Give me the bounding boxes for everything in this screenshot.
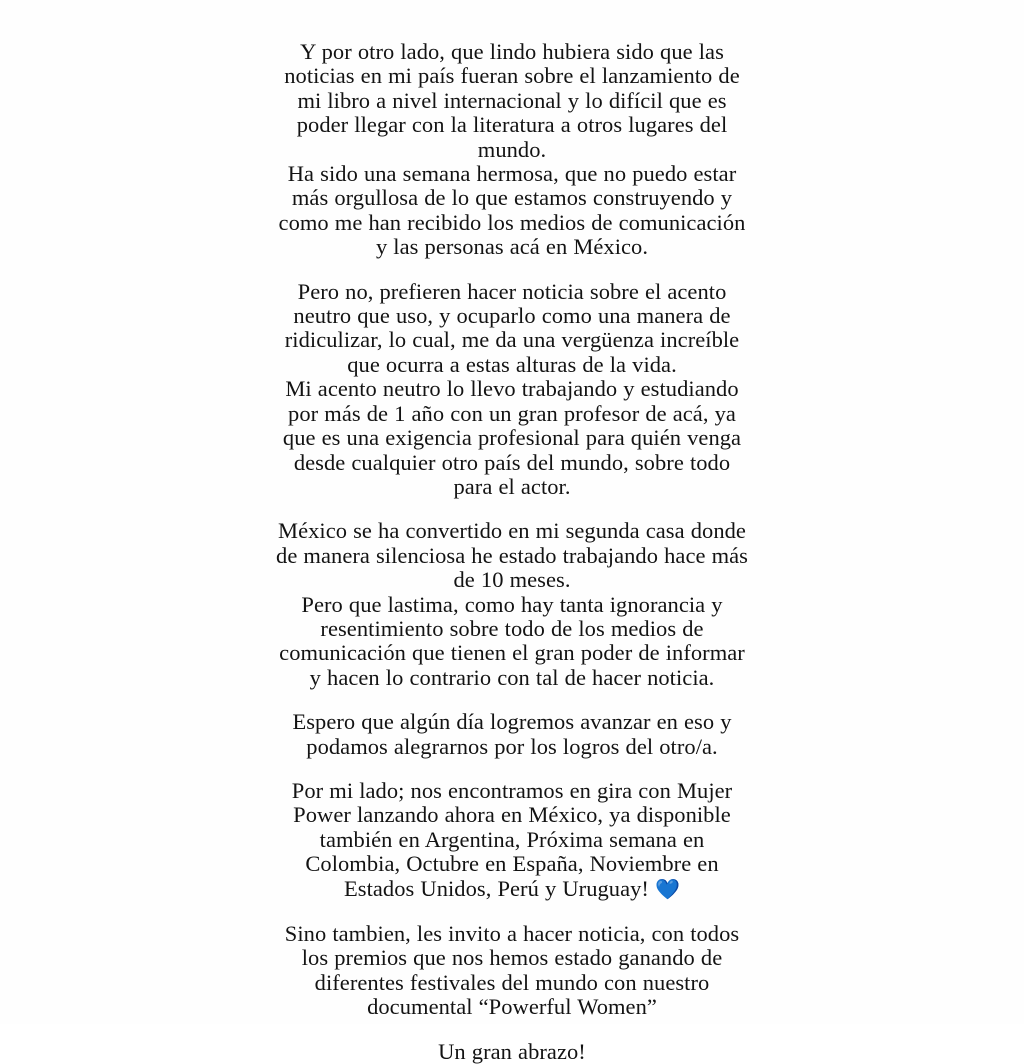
paragraph-6: Pero que lastima, como hay tanta ignorancia y resentimiento sobre todo de los medios de comunicación que tienen el gran poder de informar y hacen lo contrario con tal de hacer noticia. xyxy=(279,591,745,690)
paragraph-5: México se ha convertido en mi segunda casa donde de manera silenciosa he estado trabajando hace más de 10 meses. xyxy=(276,518,748,593)
paragraph-spacer xyxy=(275,902,749,922)
paragraph-9: Sino tambien, les invito a hacer noticia, con todos los premios que nos hemos estado ganando de diferentes festivales del mundo con nuestro documental “Powerful Women” xyxy=(284,921,740,1020)
paragraph-8-text: Por mi lado; nos encontramos en gira con Mujer Power lanzando ahora en México, ya disponible también en Argentina, Próxima semana en Colombia, Octubre en España, Noviembre en Estados Unidos, Perú y Uruguay! xyxy=(291,777,733,901)
paragraph-8 xyxy=(275,779,749,902)
paragraph-10: Un gran abrazo! xyxy=(438,1038,586,1064)
paragraph-3: Pero no, prefieren hacer noticia sobre el acento neutro que uso, y ocuparlo como una manera de ridiculizar, lo cual, me da una vergüenza increíble que ocurra a estas alturas de la vida. xyxy=(284,278,740,377)
paragraph-2: Ha sido una semana hermosa, que no puedo estar más orgullosa de lo que estamos construyendo y como me han recibido los medios de comunicación y las personas acá en México. xyxy=(278,161,746,260)
paragraph-4: Mi acento neutro lo llevo trabajando y estudiando por más de 1 año con un gran profesor de acá, ya que es una exigencia profesional para quién venga desde cualquier otro país del mundo, sobre todo para el actor. xyxy=(282,376,742,499)
paragraph-spacer xyxy=(275,690,749,710)
paragraph-spacer xyxy=(275,759,749,779)
statement-body xyxy=(275,40,749,1064)
paragraph-spacer xyxy=(275,1020,749,1040)
paragraph-spacer xyxy=(275,260,749,280)
blue-heart-icon: 💙 xyxy=(655,878,681,901)
paragraph-spacer xyxy=(275,499,749,519)
paragraph-1: Y por otro lado, que lindo hubiera sido que las noticias en mi país fueran sobre el lanzamiento de mi libro a nivel internacional y lo difícil que es poder llegar con la literatura a otros lugares del mundo. xyxy=(284,39,740,162)
paragraph-7: Espero que algún día logremos avanzar en eso y podamos alegrarnos por los logros del otro/a. xyxy=(292,709,732,759)
